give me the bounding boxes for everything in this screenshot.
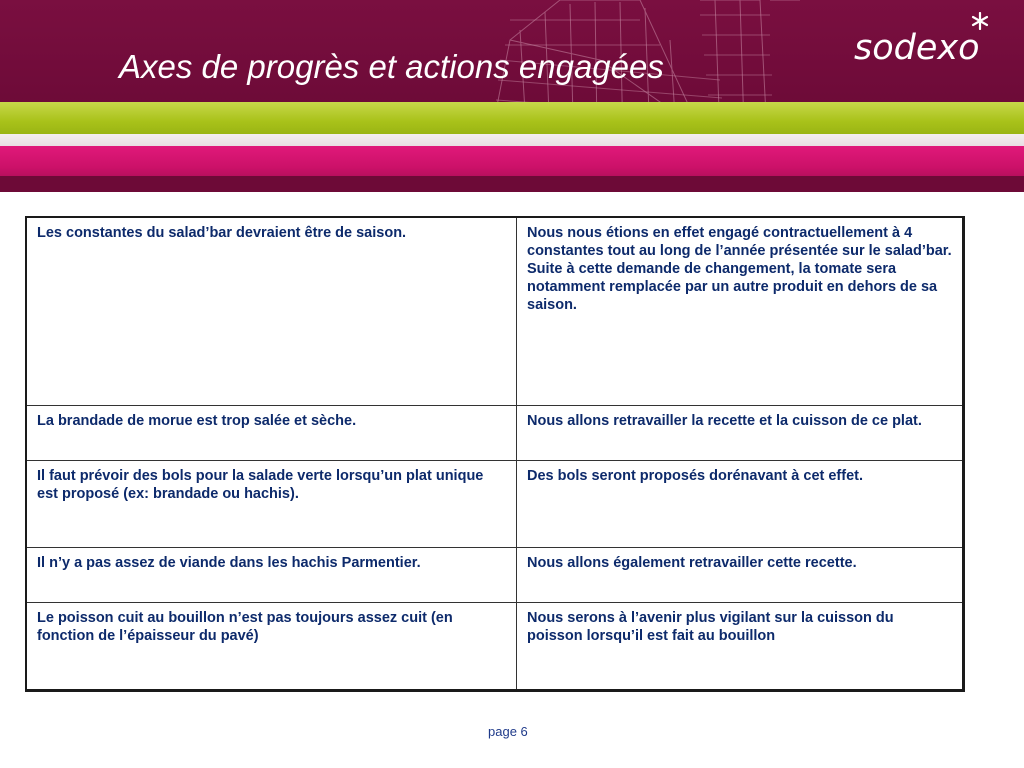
table-row	[27, 218, 962, 406]
slide-title: Axes de progrès et actions engagées	[119, 48, 664, 85]
issue-cell: La brandade de morue est trop salée et sèche.	[27, 406, 517, 460]
action-cell: Nous allons également retravailler cette recette.	[517, 548, 963, 602]
table-row	[27, 460, 962, 548]
green-band	[0, 102, 1024, 134]
action-cell: Nous allons retravailler la recette et la cuisson de ce plat.	[517, 406, 963, 460]
table-row	[27, 406, 962, 460]
table-row	[27, 602, 962, 689]
action-cell: Nous nous étions en effet engagé contractuellement à 4 constantes tout au long de l’année présentée sur le salad’bar. Suite à cette demande de changement, la tomate sera notamment remplacée par un autre produit en dehors de sa saison.	[517, 218, 963, 406]
star-icon	[971, 12, 989, 30]
action-cell: Nous serons à l’avenir plus vigilant sur la cuisson du poisson lorsqu’il est fait au bouillon	[517, 602, 963, 689]
table-row	[27, 548, 962, 602]
header-banner	[0, 0, 1024, 192]
action-cell: Des bols seront proposés dorénavant à cet effet.	[517, 460, 963, 548]
pink-band	[0, 146, 1024, 176]
issue-cell: Il faut prévoir des bols pour la salade verte lorsqu’un plat unique est proposé (ex: brandade ou hachis).	[27, 460, 517, 548]
white-band	[0, 134, 1024, 146]
feedback-table-frame	[25, 216, 965, 692]
issue-cell: Les constantes du salad’bar devraient être de saison.	[27, 218, 517, 406]
page-number: page 6	[488, 724, 528, 739]
feedback-table	[27, 218, 962, 689]
logo-wordmark: sodexo	[854, 28, 980, 68]
wine-band	[0, 176, 1024, 192]
issue-cell: Il n’y a pas assez de viande dans les hachis Parmentier.	[27, 548, 517, 602]
sodexo-logo	[850, 20, 1000, 68]
issue-cell: Le poisson cuit au bouillon n’est pas toujours assez cuit (en fonction de l’épaisseur du pavé)	[27, 602, 517, 689]
